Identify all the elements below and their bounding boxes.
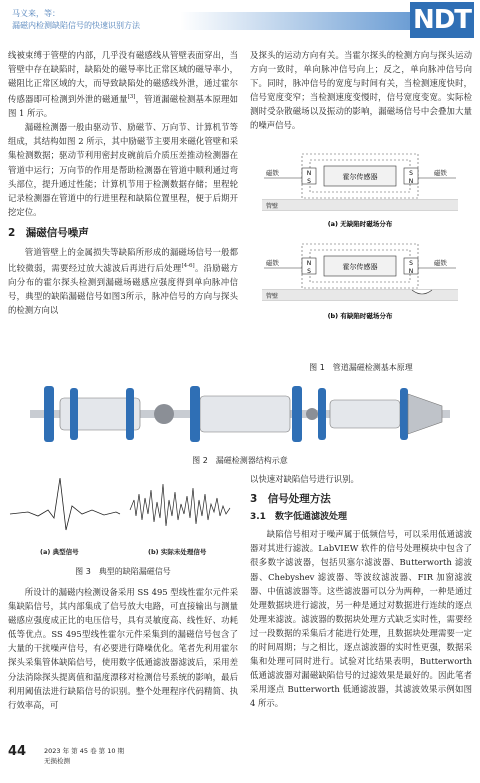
- journal-logo: NDT: [410, 2, 474, 38]
- left-column-bottom: [8, 585, 238, 712]
- right-column-top: [250, 48, 472, 133]
- page-number: 44: [8, 744, 27, 759]
- figure-3: [8, 470, 238, 542]
- svg-text:管壁: 管壁: [266, 293, 279, 300]
- sensor-label: 霍尔传感器: [342, 173, 378, 181]
- journal-name: 无损检测: [44, 757, 70, 765]
- fig3-sub-a: (a) 典型信号: [40, 548, 79, 556]
- typical-signal-line: [10, 478, 120, 530]
- paragraph: 线被束缚于管壁的内部，几乎没有磁感线从管壁表面穿出，当管壁中存在缺陷时，缺陷处的磁导率比正常区域的磁导率小，磁阻比正常区域的大，而导致缺陷处的磁感线外泄，通过霍尔传感器即可检测到外泄的磁通量[3]，管道漏磁检测基本原理如图 1 所示。: [8, 50, 239, 119]
- paragraph: 漏磁检测器一般由驱动节、励磁节、万向节、计算机节等组成，其结构如图 2 所示，其中励磁节主要用来磁化管壁和采集检测数据；驱动节利用密封皮碗前后介质压差推动检测器在管道中运行；万向节的作用是帮助检测器在管道中顺利通过弯头部位，提升通过性能；计算机节用于检测数据存储；里程轮记录检测器在管道中的行进里程和缺陷位置里程，便于后期开挖定位。: [8, 122, 238, 217]
- figure-2-caption: 图 2 漏磁检测器结构示意: [192, 456, 288, 465]
- section-heading: 3 信号处理方法: [250, 493, 331, 506]
- svg-text:N: N: [306, 260, 312, 267]
- paragraph: 以快速对缺陷信号进行识别。: [250, 474, 359, 484]
- figure-3-caption: 图 3 典型的缺陷漏磁信号: [75, 567, 171, 576]
- header-title: 漏磁内检测缺陷信号的快速识别方法: [12, 21, 140, 30]
- section-heading: 2 漏磁信号噪声: [8, 226, 89, 239]
- fig3-sub-b: (b) 实际未处理信号: [148, 548, 207, 556]
- defect-signal-plots: [8, 470, 238, 542]
- paragraph: 缺陷信号相对于噪声属于低频信号，可以采用低通滤波器对其进行滤波。LabVIEW 软件的信号处理模块中包含了很多数字滤波器，包括贝塞尔滤波器、Butterworth 滤波器、Chebyshev 滤波器、等波纹滤波器、FIR 加窗滤波器、中值滤波器等。这些滤波器可以分为两种，一种是通过处理数据块进行滤波，另一种是通过对数据进行连续的逐点处理来滤波。滤波器的数据块处理方式缺乏实时性，需要经过一段数据的采集后才能进行处理，且数据块处理需要一定的时间周期；与之相比，逐点滤波器的实时性更强，数据采集和处理可同时进行。试验对比结果表明，Butterworth 低通滤波器对漏磁缺陷信号的过滤效果是最好的。因此笔者采用逐点 Butterworth 低通滤波器，其滤波效果示例如图 4 所示。: [250, 529, 472, 709]
- pipe-label: 管壁: [266, 203, 279, 210]
- detector-structure-diagram: [30, 380, 450, 450]
- svg-text:霍尔传感器: 霍尔传感器: [342, 263, 378, 271]
- header-author: 马义来，等：: [12, 9, 60, 18]
- svg-text:S: S: [409, 260, 413, 267]
- left-column-top: [8, 48, 238, 317]
- raw-signal-line: [130, 484, 230, 526]
- paragraph: 管道管壁上的金属损失等缺陷所形成的漏磁场信号一般都比较微弱，需要经过放大滤波后再进行后处理[4-6]。沿励磁方向分布的霍尔探头检测到漏磁场磁感应强度得到单向脉冲信号，典型的缺陷漏磁信号如图3所示，脉冲信号的方向与探头的检测方向以: [8, 247, 239, 316]
- header-bar: [180, 12, 410, 30]
- svg-text:磁铁: 磁铁: [434, 259, 447, 267]
- magnet-left-label: 磁铁: [266, 169, 279, 177]
- svg-text:S: S: [307, 268, 311, 275]
- fig1-sub-b: (b) 有缺陷时磁场分布: [327, 312, 393, 320]
- svg-text:S: S: [409, 170, 413, 177]
- svg-text:N: N: [408, 268, 414, 275]
- svg-text:磁铁: 磁铁: [266, 259, 279, 267]
- figure-1: [262, 148, 458, 354]
- journal-issue: 2023 年 第 45 卷 第 10 期: [44, 747, 125, 755]
- svg-text:N: N: [306, 170, 312, 177]
- figure-1-caption: 图 1 管道漏磁检测基本原理: [309, 363, 413, 372]
- svg-text:S: S: [307, 178, 311, 185]
- paragraph: 所设计的漏磁内检测设备采用 SS 495 型线性霍尔元件采集缺陷信号，其内部集成了信号放大电路，可直接输出与测量磁感应强度成正比的电压信号，具有灵敏度高、线性好、功耗低等优点。SS 495型线性霍尔元件采集到的漏磁信号包含了大量的干扰噪声信号，有必要进行降噪优化。笔者先利用霍尔探头采集管体缺陷信号，使用数字低通滤波器滤波后，采用差分法消除探头提离值和温度漂移对检测信号系统的影响，最后利用阈值法进行缺陷信号的识别。整个处理程序代码精简、执行效率高，可: [8, 587, 238, 710]
- paragraph: 及探头的运动方向有关。当霍尔探头的检测方向与探头运动方向一致时，单向脉冲信号向上；反之，单向脉冲信号向下。同时，脉冲信号的宽度与时间有关，当检测速度快时，信号宽度变窄；当检测速度变慢时，信号宽度变宽。实际检测时受杂散磁场以及振动的影响，漏磁场信号中会叠加大量的噪声信号。: [250, 50, 472, 131]
- subsection-heading: 3.1 数字低通滤波处理: [250, 512, 347, 523]
- page-header: [0, 0, 480, 44]
- figure-2: [30, 380, 450, 450]
- fig1-sub-a: (a) 无缺陷时磁场分布: [327, 220, 393, 228]
- magnet-right-label: 磁铁: [434, 169, 447, 177]
- right-column-bottom: [250, 472, 472, 711]
- magnetic-principle-diagram: [262, 148, 458, 354]
- svg-text:N: N: [408, 178, 414, 185]
